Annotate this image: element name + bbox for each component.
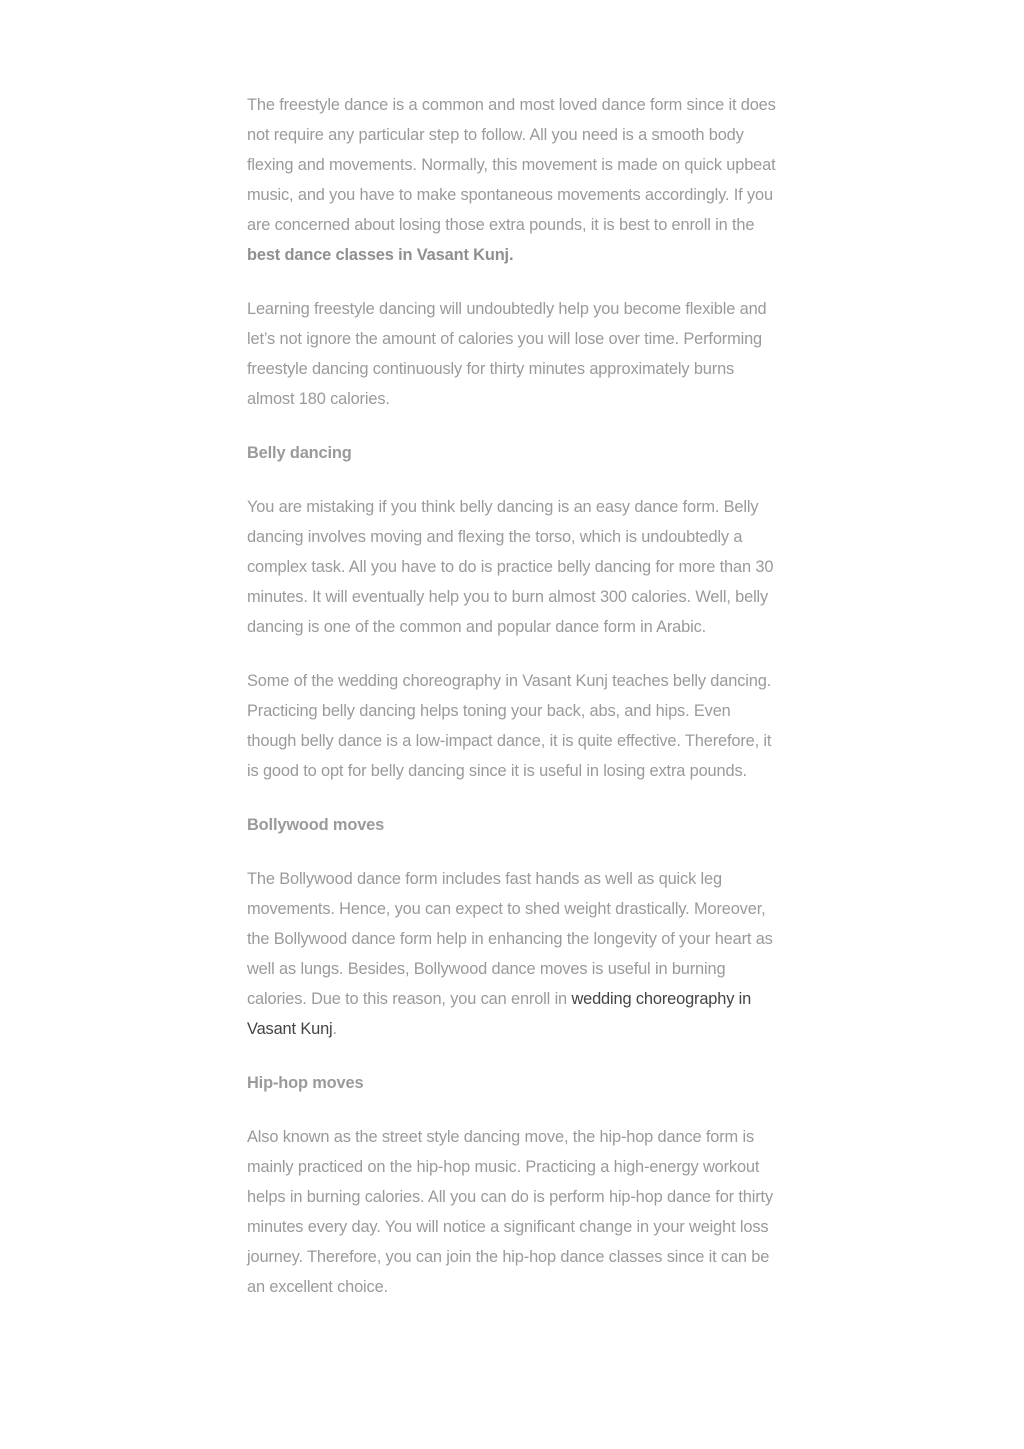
wedding-choreography-link[interactable]: wedding choreography in Vasant Kunj [247, 990, 752, 1038]
paragraph-period: . [332, 1020, 337, 1038]
paragraph-freestyle-calories: Learning freestyle dancing will undoubtedly help you become flexible and let’s not ignore the amount of calories you will lose over time. Performing freestyle dancing continuously for thirty minutes approximately burns almost 180 calories. [247, 300, 767, 408]
paragraph-text: The Bollywood dance form includes fast hands as well as quick leg movements. Hence, you can expect to shed weight drastically. Moreover, the Bollywood dance form help in enhancing the longevity of your heart as well as lungs. Besides, Bollywood dance moves is useful in burning calories. Due to this reason, you can enroll in [247, 870, 773, 1008]
heading-hiphop-moves: Hip-hop moves [247, 1074, 364, 1092]
paragraph-hiphop: Also known as the street style dancing move, the hip-hop dance form is mainly practiced on the hip-hop music. Practicing a high-energy workout helps in burning calories. All you can do is perform hip-hop dance for thirty minutes every day. You will notice a significant change in your weight loss journey. Therefore, you can join the hip-hop dance classes since it can be an excellent choice. [247, 1128, 773, 1296]
paragraph-freestyle-intro [247, 90, 777, 270]
paragraph-text: The freestyle dance is a common and most loved dance form since it does not require any particular step to follow. All you need is a smooth body flexing and movements. Normally, this movement is made on quick upbeat music, and you have to make spontaneous movements accordingly. If you are concerned about losing those extra pounds, it is best to enroll in the [247, 96, 776, 234]
paragraph-bollywood [247, 864, 777, 1044]
paragraph-belly-benefits: Some of the wedding choreography in Vasant Kunj teaches belly dancing. Practicing belly dancing helps toning your back, abs, and hips. Even though belly dance is a low-impact dance, it is quite effective. Therefore, it is good to opt for belly dancing since it is useful in losing extra pounds. [247, 672, 772, 780]
heading-bollywood-moves: Bollywood moves [247, 816, 385, 834]
bold-phrase: best dance classes in Vasant Kunj. [247, 246, 514, 264]
heading-belly-dancing: Belly dancing [247, 444, 352, 462]
paragraph-belly-intro: You are mistaking if you think belly dancing is an easy dance form. Belly dancing involves moving and flexing the torso, which is undoubtedly a complex task. All you have to do is practice belly dancing for more than 30 minutes. It will eventually help you to burn almost 300 calories. Well, belly dancing is one of the common and popular dance form in Arabic. [247, 498, 774, 636]
article-body [247, 90, 777, 1326]
